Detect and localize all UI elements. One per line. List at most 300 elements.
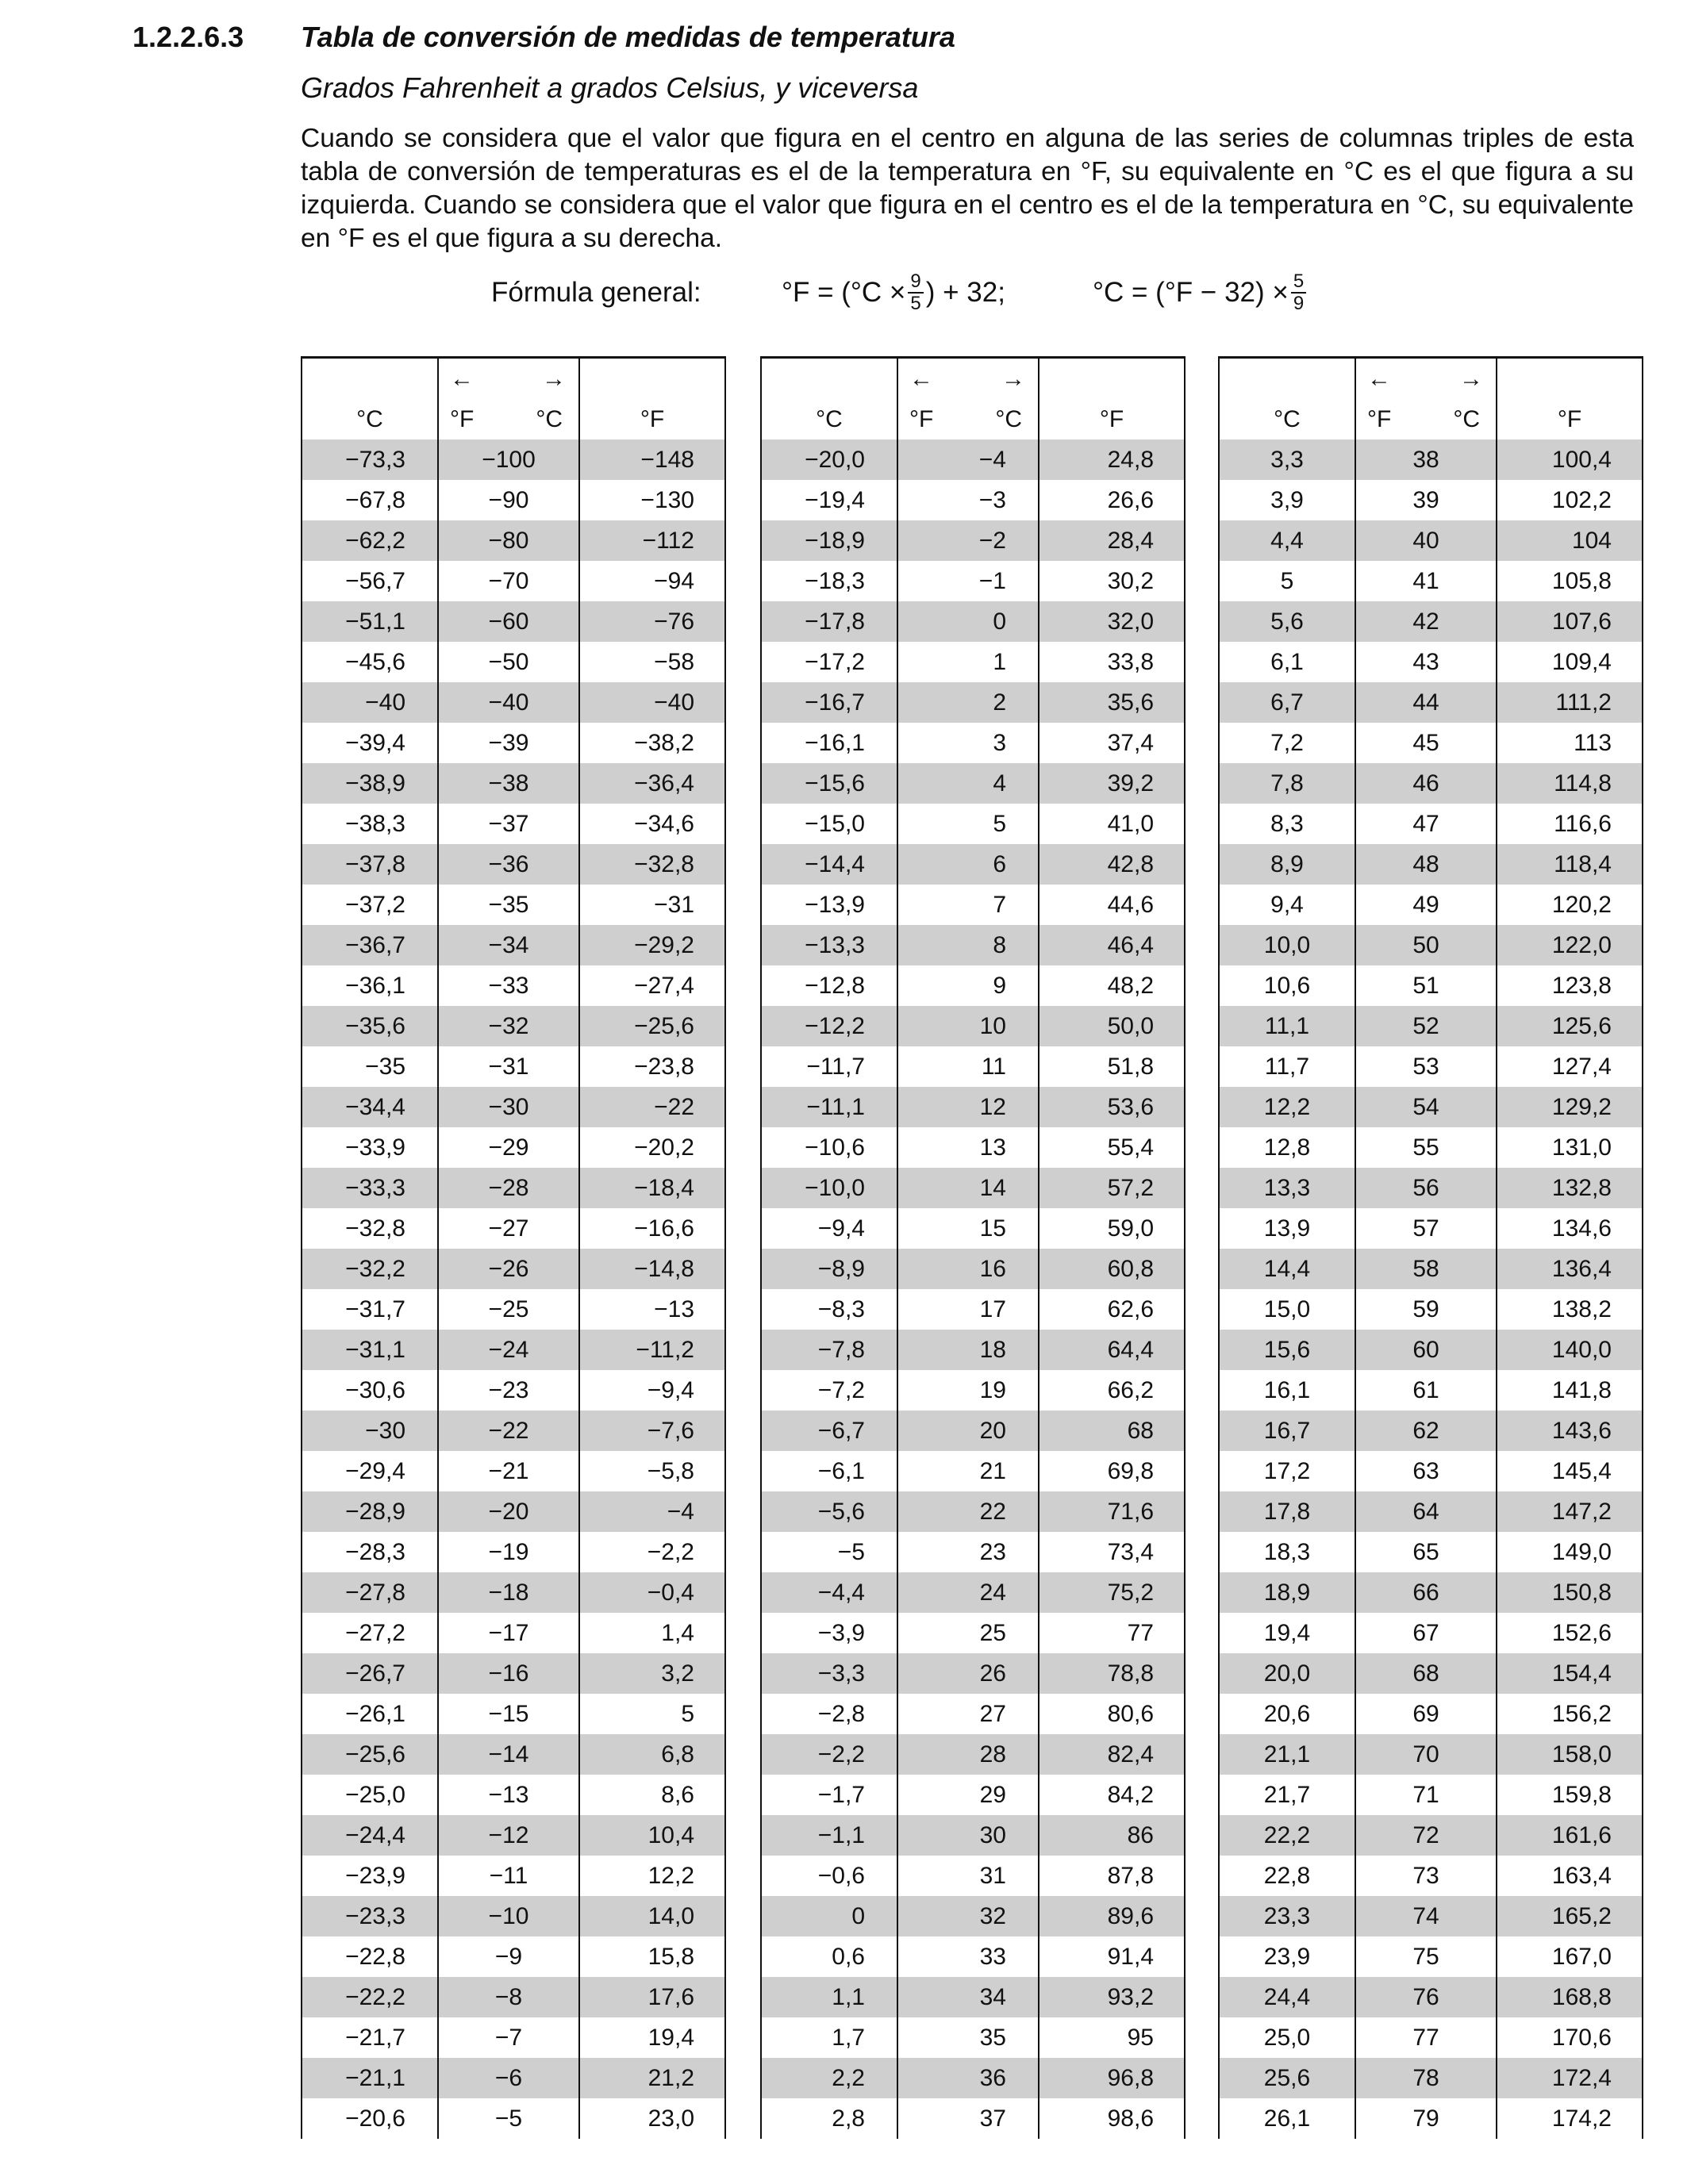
cell-fahrenheit: 172,4 bbox=[1497, 2058, 1643, 2098]
cell-fahrenheit: 84,2 bbox=[1039, 1775, 1185, 1815]
cell-fahrenheit: 143,6 bbox=[1497, 1411, 1643, 1451]
col-header-mid bbox=[897, 400, 1039, 439]
cell-celsius: −40 bbox=[302, 682, 438, 723]
cell-celsius: 8,9 bbox=[1219, 844, 1355, 885]
table-row bbox=[302, 2058, 725, 2098]
table-row bbox=[761, 1572, 1185, 1613]
cell-fahrenheit: 104 bbox=[1497, 520, 1643, 561]
cell-celsius: −15,0 bbox=[761, 804, 897, 844]
table-row bbox=[761, 561, 1185, 601]
cell-celsius: −73,3 bbox=[302, 439, 438, 480]
cell-center-value: 51 bbox=[1355, 965, 1497, 1006]
table-row bbox=[302, 642, 725, 682]
formula-f-denominator: 5 bbox=[910, 293, 921, 314]
table-row bbox=[1219, 925, 1643, 965]
table-row bbox=[1219, 1532, 1643, 1572]
cell-fahrenheit: 163,4 bbox=[1497, 1856, 1643, 1896]
cell-celsius: −17,2 bbox=[761, 642, 897, 682]
cell-celsius: −0,6 bbox=[761, 1856, 897, 1896]
cell-fahrenheit: 46,4 bbox=[1039, 925, 1185, 965]
cell-center-value: −24 bbox=[438, 1330, 579, 1370]
table-row bbox=[1219, 601, 1643, 642]
table-row bbox=[761, 1289, 1185, 1330]
cell-celsius: −18,9 bbox=[761, 520, 897, 561]
cell-center-value: 57 bbox=[1355, 1208, 1497, 1249]
cell-center-value: 10 bbox=[897, 1006, 1039, 1046]
cell-center-value: 49 bbox=[1355, 885, 1497, 925]
cell-fahrenheit: 120,2 bbox=[1497, 885, 1643, 925]
cell-celsius: 16,1 bbox=[1219, 1370, 1355, 1411]
table-row bbox=[1219, 1127, 1643, 1168]
cell-center-value: −26 bbox=[438, 1249, 579, 1289]
cell-celsius: 21,1 bbox=[1219, 1734, 1355, 1775]
table-row bbox=[302, 1289, 725, 1330]
cell-center-value: 68 bbox=[1355, 1653, 1497, 1694]
arrows-header bbox=[438, 358, 579, 401]
cell-fahrenheit: 21,2 bbox=[579, 2058, 725, 2098]
cell-fahrenheit: 69,8 bbox=[1039, 1451, 1185, 1491]
table-row bbox=[1219, 1896, 1643, 1936]
cell-center-value: 37 bbox=[897, 2098, 1039, 2139]
cell-celsius: 6,1 bbox=[1219, 642, 1355, 682]
cell-celsius: 2,8 bbox=[761, 2098, 897, 2139]
cell-fahrenheit: 55,4 bbox=[1039, 1127, 1185, 1168]
arrows-header bbox=[1355, 358, 1497, 401]
cell-center-value: −11 bbox=[438, 1856, 579, 1896]
cell-fahrenheit: 150,8 bbox=[1497, 1572, 1643, 1613]
formula-c-denominator: 9 bbox=[1293, 293, 1305, 314]
formula-label: Fórmula general: bbox=[491, 277, 701, 308]
cell-fahrenheit: 114,8 bbox=[1497, 763, 1643, 804]
cell-fahrenheit: −2,2 bbox=[579, 1532, 725, 1572]
table-row bbox=[761, 1087, 1185, 1127]
table-row bbox=[1219, 1208, 1643, 1249]
cell-center-value: −31 bbox=[438, 1046, 579, 1087]
cell-fahrenheit: 53,6 bbox=[1039, 1087, 1185, 1127]
cell-center-value: 8 bbox=[897, 925, 1039, 965]
cell-fahrenheit: −31 bbox=[579, 885, 725, 925]
table-row bbox=[761, 601, 1185, 642]
cell-center-value: 79 bbox=[1355, 2098, 1497, 2139]
cell-celsius: −35,6 bbox=[302, 1006, 438, 1046]
cell-center-value: −1 bbox=[897, 561, 1039, 601]
table-row bbox=[761, 439, 1185, 480]
cell-center-value: 62 bbox=[1355, 1411, 1497, 1451]
cell-center-value: 45 bbox=[1355, 723, 1497, 763]
cell-center-value: −29 bbox=[438, 1127, 579, 1168]
table-row bbox=[1219, 1572, 1643, 1613]
table-row bbox=[1219, 1249, 1643, 1289]
cell-celsius: 26,1 bbox=[1219, 2098, 1355, 2139]
header-spacer bbox=[1497, 358, 1643, 401]
cell-center-value: −18 bbox=[438, 1572, 579, 1613]
table-row bbox=[761, 1330, 1185, 1370]
arrow-right-icon: → bbox=[542, 366, 566, 392]
cell-center-value: 56 bbox=[1355, 1168, 1497, 1208]
arrow-left-icon: ← bbox=[909, 366, 933, 392]
table-row bbox=[302, 682, 725, 723]
table-row bbox=[302, 1249, 725, 1289]
cell-center-value: 55 bbox=[1355, 1127, 1497, 1168]
cell-celsius: −36,7 bbox=[302, 925, 438, 965]
table-row bbox=[302, 844, 725, 885]
cell-celsius: −12,8 bbox=[761, 965, 897, 1006]
cell-fahrenheit: −148 bbox=[579, 439, 725, 480]
cell-fahrenheit: 125,6 bbox=[1497, 1006, 1643, 1046]
col-header-f: °F bbox=[1497, 400, 1643, 439]
cell-celsius: 22,2 bbox=[1219, 1815, 1355, 1856]
cell-fahrenheit: 37,4 bbox=[1039, 723, 1185, 763]
cell-celsius: 10,0 bbox=[1219, 925, 1355, 965]
cell-center-value: 21 bbox=[897, 1451, 1039, 1491]
cell-fahrenheit: 35,6 bbox=[1039, 682, 1185, 723]
cell-celsius: −19,4 bbox=[761, 480, 897, 520]
cell-celsius: 0 bbox=[761, 1896, 897, 1936]
table-row bbox=[302, 1532, 725, 1572]
cell-fahrenheit: 170,6 bbox=[1497, 2017, 1643, 2058]
col-header-f: °F bbox=[579, 400, 725, 439]
cell-celsius: 6,7 bbox=[1219, 682, 1355, 723]
cell-fahrenheit: −0,4 bbox=[579, 1572, 725, 1613]
cell-fahrenheit: 129,2 bbox=[1497, 1087, 1643, 1127]
cell-fahrenheit: 113 bbox=[1497, 723, 1643, 763]
cell-fahrenheit: 41,0 bbox=[1039, 804, 1185, 844]
cell-fahrenheit: 159,8 bbox=[1497, 1775, 1643, 1815]
cell-celsius: 9,4 bbox=[1219, 885, 1355, 925]
cell-celsius: 25,0 bbox=[1219, 2017, 1355, 2058]
cell-fahrenheit: 98,6 bbox=[1039, 2098, 1185, 2139]
cell-celsius: −3,9 bbox=[761, 1613, 897, 1653]
cell-celsius: 18,3 bbox=[1219, 1532, 1355, 1572]
cell-center-value: 20 bbox=[897, 1411, 1039, 1451]
cell-center-value: −9 bbox=[438, 1936, 579, 1977]
cell-center-value: 64 bbox=[1355, 1491, 1497, 1532]
cell-center-value: −8 bbox=[438, 1977, 579, 2017]
cell-celsius: 4,4 bbox=[1219, 520, 1355, 561]
table-row bbox=[761, 1046, 1185, 1087]
header-spacer bbox=[302, 358, 438, 401]
cell-celsius: −8,3 bbox=[761, 1289, 897, 1330]
cell-center-value: 24 bbox=[897, 1572, 1039, 1613]
cell-fahrenheit: 107,6 bbox=[1497, 601, 1643, 642]
cell-center-value: −34 bbox=[438, 925, 579, 965]
cell-fahrenheit: 96,8 bbox=[1039, 2058, 1185, 2098]
section-subtitle: Grados Fahrenheit a grados Celsius, y viceversa bbox=[301, 71, 919, 104]
cell-fahrenheit: 127,4 bbox=[1497, 1046, 1643, 1087]
cell-center-value: 72 bbox=[1355, 1815, 1497, 1856]
cell-center-value: 47 bbox=[1355, 804, 1497, 844]
table-row bbox=[761, 1653, 1185, 1694]
table-row bbox=[302, 1694, 725, 1734]
table-row bbox=[1219, 2017, 1643, 2058]
cell-center-value: 38 bbox=[1355, 439, 1497, 480]
cell-center-value: 1 bbox=[897, 642, 1039, 682]
cell-celsius: −45,6 bbox=[302, 642, 438, 682]
cell-fahrenheit: 152,6 bbox=[1497, 1613, 1643, 1653]
cell-fahrenheit: −11,2 bbox=[579, 1330, 725, 1370]
cell-center-value: 29 bbox=[897, 1775, 1039, 1815]
cell-center-value: −15 bbox=[438, 1694, 579, 1734]
cell-fahrenheit: 95 bbox=[1039, 2017, 1185, 2058]
cell-celsius: −13,3 bbox=[761, 925, 897, 965]
table-row bbox=[761, 1370, 1185, 1411]
cell-fahrenheit: 78,8 bbox=[1039, 1653, 1185, 1694]
cell-center-value: 31 bbox=[897, 1856, 1039, 1896]
cell-center-value: 78 bbox=[1355, 2058, 1497, 2098]
formula-row bbox=[491, 265, 1308, 320]
cell-fahrenheit: −27,4 bbox=[579, 965, 725, 1006]
cell-center-value: −37 bbox=[438, 804, 579, 844]
table-row bbox=[302, 1491, 725, 1532]
cell-fahrenheit: 109,4 bbox=[1497, 642, 1643, 682]
cell-fahrenheit: 23,0 bbox=[579, 2098, 725, 2139]
cell-fahrenheit: −9,4 bbox=[579, 1370, 725, 1411]
table-row bbox=[761, 965, 1185, 1006]
table-row bbox=[1219, 763, 1643, 804]
cell-celsius: 8,3 bbox=[1219, 804, 1355, 844]
cell-center-value: 36 bbox=[897, 2058, 1039, 2098]
cell-center-value: −21 bbox=[438, 1451, 579, 1491]
table-row bbox=[1219, 723, 1643, 763]
table-row bbox=[761, 2058, 1185, 2098]
cell-fahrenheit: 26,6 bbox=[1039, 480, 1185, 520]
cell-celsius: −2,8 bbox=[761, 1694, 897, 1734]
table-row bbox=[302, 2017, 725, 2058]
table-row bbox=[302, 1451, 725, 1491]
cell-fahrenheit: −58 bbox=[579, 642, 725, 682]
cell-center-value: 75 bbox=[1355, 1936, 1497, 1977]
cell-fahrenheit: 154,4 bbox=[1497, 1653, 1643, 1694]
cell-center-value: 42 bbox=[1355, 601, 1497, 642]
table-row bbox=[1219, 1330, 1643, 1370]
cell-celsius: −10,6 bbox=[761, 1127, 897, 1168]
cell-celsius: −20,0 bbox=[761, 439, 897, 480]
table-row bbox=[1219, 1006, 1643, 1046]
cell-fahrenheit: 14,0 bbox=[579, 1896, 725, 1936]
table-row bbox=[761, 1411, 1185, 1451]
cell-fahrenheit: 156,2 bbox=[1497, 1694, 1643, 1734]
cell-fahrenheit: 123,8 bbox=[1497, 965, 1643, 1006]
cell-celsius: −35 bbox=[302, 1046, 438, 1087]
cell-fahrenheit: 136,4 bbox=[1497, 1249, 1643, 1289]
cell-fahrenheit: −4 bbox=[579, 1491, 725, 1532]
cell-celsius: 23,9 bbox=[1219, 1936, 1355, 1977]
cell-celsius: 10,6 bbox=[1219, 965, 1355, 1006]
table-row bbox=[1219, 1087, 1643, 1127]
cell-fahrenheit: 10,4 bbox=[579, 1815, 725, 1856]
cell-center-value: 48 bbox=[1355, 844, 1497, 885]
formula-c-fraction bbox=[1291, 271, 1306, 314]
cell-center-value: −30 bbox=[438, 1087, 579, 1127]
cell-celsius: 2,2 bbox=[761, 2058, 897, 2098]
cell-celsius: −28,9 bbox=[302, 1491, 438, 1532]
table-row bbox=[302, 1370, 725, 1411]
cell-fahrenheit: 161,6 bbox=[1497, 1815, 1643, 1856]
cell-center-value: −10 bbox=[438, 1896, 579, 1936]
cell-celsius: −31,1 bbox=[302, 1330, 438, 1370]
table-row bbox=[1219, 844, 1643, 885]
cell-fahrenheit: 80,6 bbox=[1039, 1694, 1185, 1734]
cell-fahrenheit: −23,8 bbox=[579, 1046, 725, 1087]
cell-center-value: 19 bbox=[897, 1370, 1039, 1411]
cell-center-value: −17 bbox=[438, 1613, 579, 1653]
cell-center-value: 67 bbox=[1355, 1613, 1497, 1653]
col-header-mid-c: °C bbox=[995, 406, 1022, 432]
cell-center-value: 7 bbox=[897, 885, 1039, 925]
table-row bbox=[761, 682, 1185, 723]
table-row bbox=[1219, 682, 1643, 723]
cell-celsius: −30 bbox=[302, 1411, 438, 1451]
cell-center-value: 13 bbox=[897, 1127, 1039, 1168]
cell-celsius: −1,7 bbox=[761, 1775, 897, 1815]
cell-celsius: −17,8 bbox=[761, 601, 897, 642]
cell-center-value: 32 bbox=[897, 1896, 1039, 1936]
cell-fahrenheit: 174,2 bbox=[1497, 2098, 1643, 2139]
table-row bbox=[302, 723, 725, 763]
cell-center-value: −39 bbox=[438, 723, 579, 763]
col-header-mid bbox=[1355, 400, 1497, 439]
table-row bbox=[302, 2098, 725, 2139]
table-row bbox=[761, 1208, 1185, 1249]
table-row bbox=[761, 1451, 1185, 1491]
table-row bbox=[302, 561, 725, 601]
cell-celsius: −21,7 bbox=[302, 2017, 438, 2058]
cell-celsius: 3,9 bbox=[1219, 480, 1355, 520]
cell-celsius: −25,0 bbox=[302, 1775, 438, 1815]
table-row bbox=[1219, 1694, 1643, 1734]
table-row bbox=[1219, 1046, 1643, 1087]
col-header-mid-f: °F bbox=[1367, 406, 1392, 432]
table-row bbox=[1219, 1613, 1643, 1653]
cell-center-value: −12 bbox=[438, 1815, 579, 1856]
cell-celsius: 7,2 bbox=[1219, 723, 1355, 763]
cell-fahrenheit: 51,8 bbox=[1039, 1046, 1185, 1087]
cell-fahrenheit: −34,6 bbox=[579, 804, 725, 844]
cell-center-value: 41 bbox=[1355, 561, 1497, 601]
cell-celsius: −38,9 bbox=[302, 763, 438, 804]
cell-fahrenheit: 57,2 bbox=[1039, 1168, 1185, 1208]
table-row bbox=[302, 520, 725, 561]
cell-celsius: −2,2 bbox=[761, 1734, 897, 1775]
cell-center-value: −7 bbox=[438, 2017, 579, 2058]
cell-fahrenheit: 86 bbox=[1039, 1815, 1185, 1856]
cell-celsius: 1,1 bbox=[761, 1977, 897, 2017]
table-row bbox=[302, 1046, 725, 1087]
cell-celsius: −23,3 bbox=[302, 1896, 438, 1936]
cell-celsius: 18,9 bbox=[1219, 1572, 1355, 1613]
table-row bbox=[1219, 2058, 1643, 2098]
cell-celsius: −22,2 bbox=[302, 1977, 438, 2017]
table-row bbox=[302, 601, 725, 642]
cell-center-value: 44 bbox=[1355, 682, 1497, 723]
table-row bbox=[302, 1411, 725, 1451]
cell-celsius: −16,7 bbox=[761, 682, 897, 723]
cell-celsius: −22,8 bbox=[302, 1936, 438, 1977]
cell-center-value: 66 bbox=[1355, 1572, 1497, 1613]
table-row bbox=[761, 2098, 1185, 2139]
cell-fahrenheit: 75,2 bbox=[1039, 1572, 1185, 1613]
cell-celsius: 20,6 bbox=[1219, 1694, 1355, 1734]
cell-celsius: 17,8 bbox=[1219, 1491, 1355, 1532]
col-header-f: °F bbox=[1039, 400, 1185, 439]
cell-fahrenheit: 48,2 bbox=[1039, 965, 1185, 1006]
cell-fahrenheit: 141,8 bbox=[1497, 1370, 1643, 1411]
table-row bbox=[1219, 1936, 1643, 1977]
cell-center-value: −50 bbox=[438, 642, 579, 682]
table-row bbox=[1219, 1815, 1643, 1856]
formula-f bbox=[782, 271, 1093, 314]
cell-center-value: 69 bbox=[1355, 1694, 1497, 1734]
cell-fahrenheit: −94 bbox=[579, 561, 725, 601]
col-header-c: °C bbox=[761, 400, 897, 439]
cell-celsius: 5 bbox=[1219, 561, 1355, 601]
cell-celsius: −26,7 bbox=[302, 1653, 438, 1694]
cell-celsius: −56,7 bbox=[302, 561, 438, 601]
cell-center-value: −6 bbox=[438, 2058, 579, 2098]
cell-center-value: 33 bbox=[897, 1936, 1039, 1977]
cell-celsius: −14,4 bbox=[761, 844, 897, 885]
cell-fahrenheit: 140,0 bbox=[1497, 1330, 1643, 1370]
header-spacer bbox=[1039, 358, 1185, 401]
cell-celsius: −27,2 bbox=[302, 1613, 438, 1653]
cell-celsius: −18,3 bbox=[761, 561, 897, 601]
cell-celsius: −29,4 bbox=[302, 1451, 438, 1491]
cell-fahrenheit: 73,4 bbox=[1039, 1532, 1185, 1572]
table-row bbox=[302, 480, 725, 520]
cell-fahrenheit: 39,2 bbox=[1039, 763, 1185, 804]
cell-celsius: −10,0 bbox=[761, 1168, 897, 1208]
cell-celsius: −12,2 bbox=[761, 1006, 897, 1046]
cell-celsius: −27,8 bbox=[302, 1572, 438, 1613]
cell-center-value: −5 bbox=[438, 2098, 579, 2139]
conversion-table-2 bbox=[760, 356, 1186, 2139]
cell-fahrenheit: −25,6 bbox=[579, 1006, 725, 1046]
cell-celsius: −11,7 bbox=[761, 1046, 897, 1087]
table-row bbox=[1219, 2098, 1643, 2139]
table-row bbox=[1219, 1411, 1643, 1451]
cell-fahrenheit: −16,6 bbox=[579, 1208, 725, 1249]
table-row bbox=[1219, 561, 1643, 601]
cell-celsius: −16,1 bbox=[761, 723, 897, 763]
table-row bbox=[761, 844, 1185, 885]
cell-celsius: 13,3 bbox=[1219, 1168, 1355, 1208]
cell-center-value: 50 bbox=[1355, 925, 1497, 965]
table-row bbox=[761, 1127, 1185, 1168]
cell-center-value: 28 bbox=[897, 1734, 1039, 1775]
cell-celsius: −33,9 bbox=[302, 1127, 438, 1168]
cell-center-value: 6 bbox=[897, 844, 1039, 885]
cell-center-value: 5 bbox=[897, 804, 1039, 844]
table-row bbox=[761, 642, 1185, 682]
cell-celsius: 14,4 bbox=[1219, 1249, 1355, 1289]
arrow-left-icon: ← bbox=[1367, 366, 1391, 392]
table-row bbox=[1219, 1977, 1643, 2017]
formula-f-prefix: °F = (°C × bbox=[782, 277, 906, 308]
cell-celsius: 5,6 bbox=[1219, 601, 1355, 642]
conversion-table-1 bbox=[301, 356, 726, 2139]
table-row bbox=[761, 1006, 1185, 1046]
cell-center-value: 18 bbox=[897, 1330, 1039, 1370]
cell-fahrenheit: 145,4 bbox=[1497, 1451, 1643, 1491]
formula-f-numerator: 9 bbox=[908, 271, 923, 294]
cell-center-value: 16 bbox=[897, 1249, 1039, 1289]
cell-fahrenheit: 15,8 bbox=[579, 1936, 725, 1977]
cell-center-value: −32 bbox=[438, 1006, 579, 1046]
table-row bbox=[761, 1896, 1185, 1936]
col-header-mid-c: °C bbox=[536, 406, 563, 432]
cell-fahrenheit: −32,8 bbox=[579, 844, 725, 885]
cell-fahrenheit: 50,0 bbox=[1039, 1006, 1185, 1046]
